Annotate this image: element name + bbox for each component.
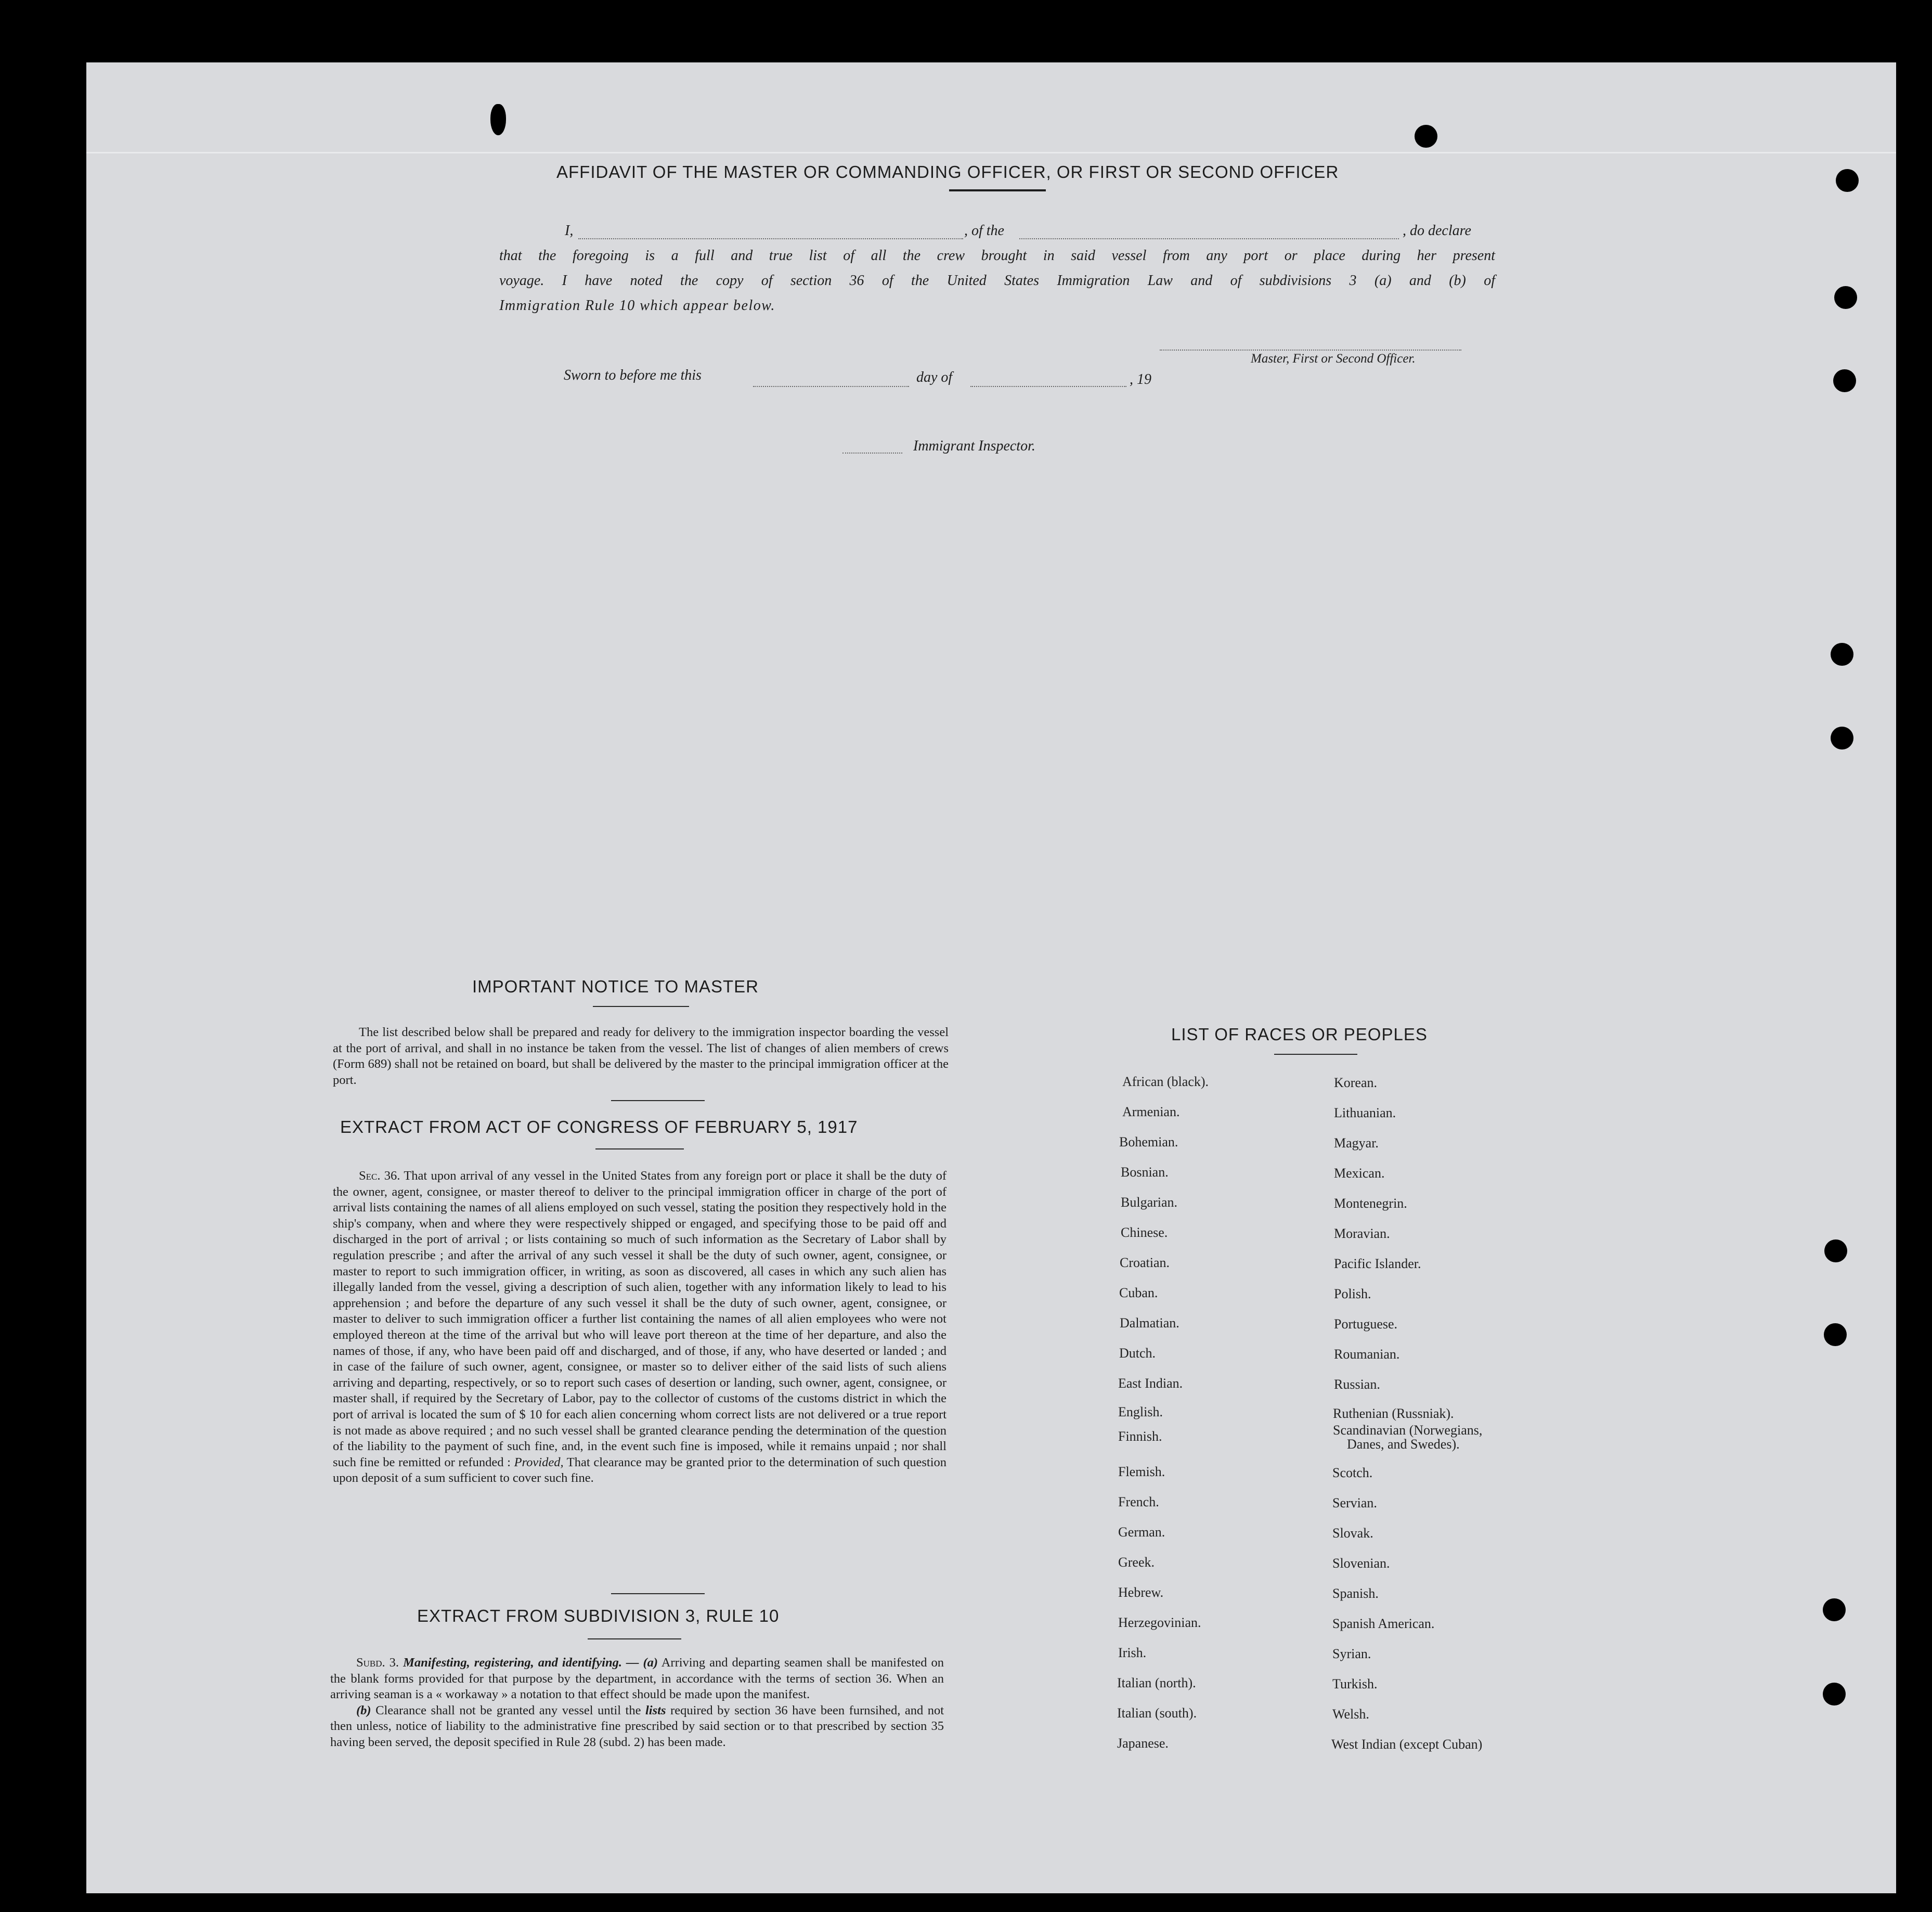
race-item: Irish. xyxy=(1118,1645,1147,1660)
subd-a-text: Arriving and departing seamen shall be manifested on the blank forms provided for that purpose by the department, in accordance with the terms of section 36. When an arriving seaman is a « workaway » a notation to that effect should be made upon the manifest. xyxy=(330,1656,944,1702)
rule-rule xyxy=(588,1638,681,1639)
lists-word: lists xyxy=(645,1703,666,1717)
race-item: Roumanian. xyxy=(1334,1347,1400,1362)
race-item: Turkish. xyxy=(1332,1676,1378,1691)
race-item: Polish. xyxy=(1334,1286,1371,1301)
punch-hole xyxy=(1824,1323,1847,1346)
affidavit-of-the: , of the xyxy=(964,223,1004,239)
race-item: Bohemian. xyxy=(1119,1134,1178,1149)
punch-hole xyxy=(1831,727,1853,750)
race-item: English. xyxy=(1118,1404,1163,1419)
punch-hole xyxy=(1834,286,1857,309)
master-label: Master, First or Second Officer. xyxy=(1251,352,1416,366)
master-signature-blank[interactable] xyxy=(1160,350,1461,351)
punch-hole xyxy=(1833,369,1856,392)
race-item: Finnish. xyxy=(1118,1429,1162,1444)
race-item: Montenegrin. xyxy=(1334,1196,1407,1211)
race-item: Danes, and Swedes). xyxy=(1347,1437,1460,1452)
section-rule xyxy=(611,1100,705,1101)
punch-hole xyxy=(1831,643,1853,666)
race-item: Magyar. xyxy=(1334,1135,1379,1151)
subd-b-text-2: required by section 36 have been furnsihed, and not then unless, notice of liability to the administrative fine prescribed by said section or to that prescribed by section 35 having been served, the deposit specified in Rule 28 (subd. 2) has been made. xyxy=(330,1703,944,1749)
notice-paragraph: The list described below shall be prepared and ready for delivery to the immigration inspector boarding the vessel at the port of arrival, and shall in no instance be taken from the vessel. The list of changes of alien members of crews (Form 689) shall not be retained on board, but shall be delivered by the master to the principal immigration officer at the port. xyxy=(333,1025,949,1087)
race-item: Portuguese. xyxy=(1334,1316,1398,1332)
document-sheet xyxy=(86,62,1896,1893)
race-item: Dutch. xyxy=(1119,1346,1156,1361)
race-item: Welsh. xyxy=(1332,1707,1369,1722)
punch-hole xyxy=(1823,1598,1846,1621)
punch-hole xyxy=(1415,125,1437,148)
race-item: German. xyxy=(1118,1525,1165,1540)
sworn-text: Sworn to before me this xyxy=(564,367,702,383)
races-rule xyxy=(1274,1054,1357,1055)
vessel-blank[interactable] xyxy=(1019,238,1399,239)
subd-label: Subd. 3. xyxy=(356,1656,399,1670)
race-item: Scotch. xyxy=(1332,1465,1373,1480)
race-item: Italian (north). xyxy=(1117,1675,1196,1690)
day-of-label: day of xyxy=(916,369,953,385)
race-item: Mexican. xyxy=(1334,1166,1385,1181)
day-blank[interactable] xyxy=(753,386,909,387)
race-item: Bosnian. xyxy=(1121,1165,1169,1180)
affidavit-i: I, xyxy=(565,223,574,239)
sec-36-text: That upon arrival of any vessel in the United States from any foreign port or place it shall be the duty of the owner, agent, consignee, or master thereof to deliver to the principal immigration officer in charge of the port of arrival lists containing the names of all aliens employed on such vessel, stating the position they respectively hold in the ship's company, when and where they were respectively shipped or engaged, and specifying those to be paid off and discharged in the port of arrival ; or lists containing so much of such information as the Secretary of Labor shall by regulation prescribe ; and after the arrival of any such vessel it shall be the duty of such owner, agent, consignee, or master to report to such immigration officer, in writing, as soon as discovered, all cases in which any such alien has illegally landed from the vessel, giving a description of such alien, together with any information likely to lead to his apprehension ; and before the departure of any such vessel it shall be the duty of such owner, agent, consignee, or master to deliver to such immigration officer a further list containing the names of all alien employees who were not employed thereon at the time of the arrival but who will leave port thereon at the time of her departure, and also the names of those, if any, who have been paid off and discharged, and of those, if any, who have deserted or landed ; and in case of the failure of such owner, agent, consignee, or master so to deliver either of the said lists of such aliens arriving and departing, respectively, or so to report such cases of desertion or landing, such owner, agent, consignee, or master shall, if required by the Secretary of Labor, pay to the collector of customs of the customs district in which the port of arrival is located the sum of $ 10 for each alien concerning whom correct lists are not delivered or a true report is not made as above required ; and no such vessel shall be granted clearance pending the determination of the question of the liability to the payment of such fine, and, in the event such fine is imposed, while it remains unpaid ; nor shall such fine be remitted or refunded : xyxy=(333,1169,947,1469)
affidavit-line-2: that the foregoing is a full and true list of all the crew brought in said vessel from any port or place during her present xyxy=(499,248,1495,264)
race-item: East Indian. xyxy=(1118,1376,1183,1391)
race-item: Scandinavian (Norwegians, xyxy=(1333,1423,1483,1438)
affidavit-line-3: voyage. I have noted the copy of section 36 of the United States Immigration Law and of subdivisions 3 (a) and (b) of xyxy=(499,273,1495,289)
race-item: Slovenian. xyxy=(1332,1556,1390,1571)
race-item: Herzegovinian. xyxy=(1118,1615,1201,1630)
act-title: EXTRACT FROM ACT OF CONGRESS OF FEBRUARY 5, 1917 xyxy=(340,1117,858,1136)
act-rule xyxy=(595,1148,684,1149)
race-item: Spanish American. xyxy=(1332,1616,1435,1631)
punch-hole xyxy=(490,104,506,135)
race-item: Dalmatian. xyxy=(1120,1315,1179,1330)
race-item: Russian. xyxy=(1334,1377,1380,1392)
race-item: Hebrew. xyxy=(1118,1585,1164,1600)
race-item: Ruthenian (Russniak). xyxy=(1333,1406,1454,1421)
race-item: Bulgarian. xyxy=(1121,1195,1178,1210)
title-underline xyxy=(949,189,1046,191)
affidavit-title: AFFIDAVIT OF THE MASTER OR COMMANDING OFFICER, OR FIRST OR SECOND OFFICER xyxy=(556,162,1339,182)
year-label: , 19 xyxy=(1130,371,1151,387)
affidavit-line-4: Immigration Rule 10 which appear below. xyxy=(499,298,775,314)
section-rule xyxy=(611,1593,705,1594)
race-item: Cuban. xyxy=(1119,1285,1158,1300)
rule-title: EXTRACT FROM SUBDIVISION 3, RULE 10 xyxy=(417,1606,780,1625)
subd-title: Manifesting, registering, and identifying. — (a) xyxy=(403,1656,658,1670)
subd-b-label: (b) xyxy=(356,1703,371,1717)
race-item: Spanish. xyxy=(1332,1586,1379,1601)
race-item: Greek. xyxy=(1118,1555,1155,1570)
race-item: West Indian (except Cuban) xyxy=(1331,1737,1483,1752)
name-blank[interactable] xyxy=(578,238,963,239)
punch-hole xyxy=(1836,169,1859,192)
race-item: Moravian. xyxy=(1334,1226,1390,1241)
sec-36-proviso: That clearance may be granted prior to the determination of such question upon deposit of a sum sufficient to cover such fine. xyxy=(333,1455,947,1485)
race-item: Chinese. xyxy=(1121,1225,1168,1240)
race-item: Syrian. xyxy=(1332,1646,1371,1661)
race-item: Korean. xyxy=(1334,1075,1378,1090)
fold-line xyxy=(86,152,1896,153)
notice-title: IMPORTANT NOTICE TO MASTER xyxy=(472,977,759,996)
notice-rule xyxy=(593,1006,689,1007)
race-item: African (black). xyxy=(1122,1074,1209,1089)
race-item: Japanese. xyxy=(1117,1736,1169,1751)
race-item: Lithuanian. xyxy=(1334,1105,1396,1120)
rule-text xyxy=(330,1655,944,1751)
inspector-label: Immigrant Inspector. xyxy=(913,438,1035,454)
punch-hole xyxy=(1823,1683,1846,1706)
sec-label: Sec. 36. xyxy=(359,1169,400,1183)
race-item: Italian (south). xyxy=(1117,1706,1197,1721)
race-item: French. xyxy=(1118,1494,1159,1509)
race-item: Flemish. xyxy=(1118,1464,1165,1479)
affidavit-declare: , do declare xyxy=(1403,223,1471,239)
month-blank[interactable] xyxy=(970,386,1126,387)
inspector-signature-blank[interactable] xyxy=(842,453,902,454)
races-title: LIST OF RACES OR PEOPLES xyxy=(1171,1025,1428,1044)
notice-text xyxy=(333,1025,949,1088)
race-item: Pacific Islander. xyxy=(1334,1256,1421,1271)
race-item: Slovak. xyxy=(1332,1526,1373,1541)
subd-b-text-1: Clearance shall not be granted any vessel until the xyxy=(375,1703,641,1717)
race-item: Croatian. xyxy=(1120,1255,1170,1270)
act-section-36 xyxy=(333,1168,946,1487)
race-item: Servian. xyxy=(1332,1495,1377,1510)
provided-word: Provided, xyxy=(514,1455,564,1469)
race-item: Armenian. xyxy=(1122,1104,1180,1119)
punch-hole xyxy=(1824,1239,1847,1262)
